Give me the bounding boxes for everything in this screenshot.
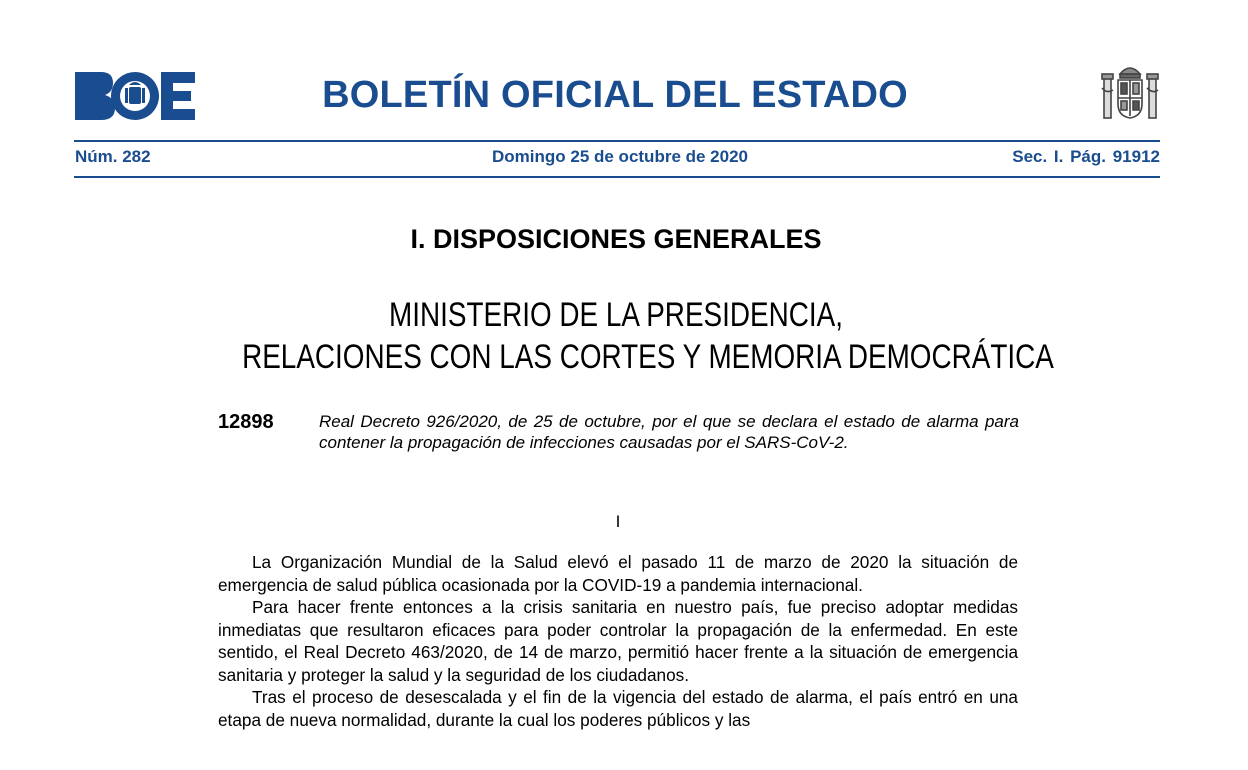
header-rule-bottom — [74, 176, 1160, 178]
paragraph: Para hacer frente entonces a la crisis sanitaria en nuestro país, fue preciso adoptar medidas inmediatas que resultaron eficaces para poder controlar la propagación de la enfermedad. En este sentido, el Real Decreto 463/2020, de 14 de marzo, permitió hacer frente a la situación de emergencia sanitaria y proteger la salud y la seguridad de los ciudadanos. — [218, 597, 1018, 685]
issue-number: Núm. 282 — [75, 147, 151, 166]
roman-heading: I — [615, 512, 621, 531]
ministry-line: MINISTERIO DE LA PRESIDENCIA, — [389, 296, 843, 334]
issue-date: Domingo 25 de octubre de 2020 — [491, 147, 748, 166]
header-rule-top — [74, 140, 1160, 142]
boe-logo — [73, 70, 197, 122]
disposition-title: Real Decreto 926/2020, de 25 de octubre, por el que se declara el estado de alarma para contener la propagación de infecciones causadas por el SARS-CoV-2. — [319, 412, 1019, 452]
ministry-heading — [242, 294, 1054, 378]
section-page: Sec. I. Pág. 91912 — [1012, 147, 1160, 166]
paragraph: Tras el proceso de desescalada y el fin de la vigencia del estado de alarma, el país entró en una etapa de nueva normalidad, durante la cual los poderes públicos y las — [218, 687, 1018, 730]
body-text — [218, 551, 1018, 731]
disposition-number: 12898 — [218, 411, 274, 433]
section-title: I. DISPOSICIONES GENERALES — [410, 224, 822, 254]
coat-of-arms-icon — [1098, 60, 1162, 128]
ministry-line: RELACIONES CON LAS CORTES Y MEMORIA DEMOCRÁTICA — [242, 338, 1054, 376]
paragraph: La Organización Mundial de la Salud elevó el pasado 11 de marzo de 2020 la situación de emergencia de salud pública ocasionada por la COVID-19 a pandemia internacional. — [218, 552, 1018, 595]
gazette-title: BOLETÍN OFICIAL DEL ESTADO — [322, 74, 908, 116]
